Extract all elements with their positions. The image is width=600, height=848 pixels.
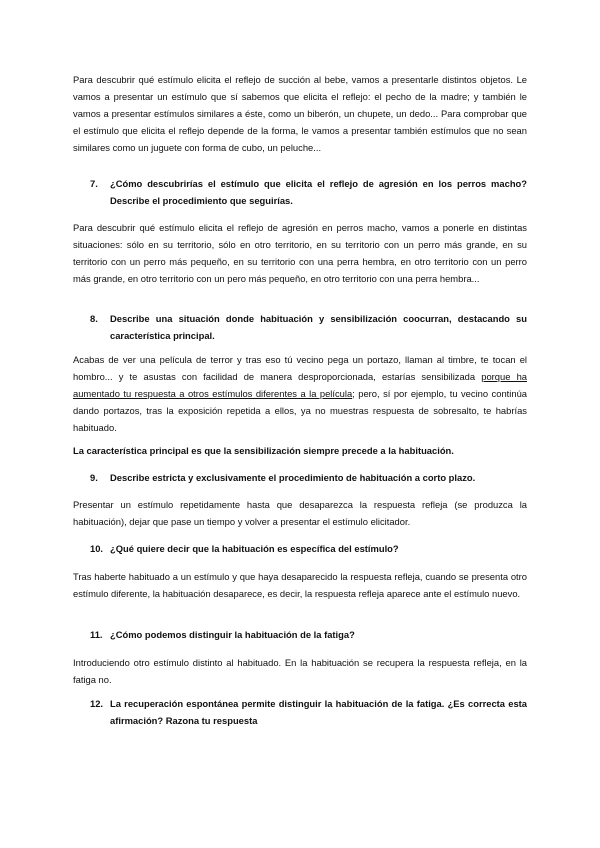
question-number: 8.	[90, 313, 98, 324]
question-text: ¿Cómo descubrirías el estímulo que elicita el reflejo de agresión en los perros macho? Describe el procedimiento que seguirías.	[110, 178, 527, 206]
question-12	[90, 696, 527, 730]
question-number: 11.	[90, 629, 103, 640]
question-number: 12.	[90, 698, 104, 709]
question-number: 10.	[90, 543, 104, 554]
key-point: La característica principal es que la sensibilización siempre precede a la habituación.	[73, 445, 454, 456]
question-text: La recuperación espontánea permite distinguir la habituación de la fatiga. ¿Es correcta esta afirmación? Razona tu respuesta	[110, 698, 527, 726]
question-9	[90, 470, 527, 487]
question-number: 9.	[90, 472, 98, 483]
answer-paragraph-6: Para descubrir qué estímulo elicita el reflejo de succión al bebe, vamos a presentarle distintos objetos. Le vamos a presentar un estímulo que sí sabemos que elicita el reflejo: el pecho de la madre; y también le vamos a presentar estímulos similares a éste, como un biberón, un chupete, un dedo... Para comprobar que el estímulo que elicita el reflejo depende de la forma, le vamos a presentar también estímulos que no sean similares como un juguete con forma de cubo, un peluche...	[73, 74, 527, 153]
answer-text: ; pero, sí por ejemplo, tu vecino continúa dando portazos, tras la exposición repetida a ellos, ya no muestras respuesta de sobresalto, te habrías habituado.	[73, 387, 527, 433]
question-11	[90, 627, 527, 644]
answer-paragraph-8	[73, 352, 527, 437]
question-number: 7.	[90, 178, 98, 189]
answer-paragraph-7: Para descubrir qué estímulo elicita el reflejo de agresión en perros macho, vamos a ponerle en distintas situaciones: sólo en su territorio, sólo en otro territorio, en su territorio con un perro más grande, en su territorio con un perro más pequeño, en su territorio con una perra hembra, en otro territorio con un perro más grande, en otro territorio con un pero más pequeño, en otro territorio con una perra hembra...	[73, 222, 527, 284]
question-text: ¿Qué quiere decir que la habituación es específica del estímulo?	[110, 543, 399, 554]
question-7	[90, 176, 527, 210]
underlined-text: porque ha aumentado tu respuesta a otros estímulos diferentes a la película	[73, 370, 527, 399]
question-8	[90, 311, 527, 345]
answer-paragraph-10: Tras haberte habituado a un estímulo y que haya desaparecido la respuesta refleja, cuando se presenta otro estímulo diferente, la habituación desaparece, es decir, la respuesta refleja aparece ante el estímulo nuevo.	[73, 571, 527, 599]
answer-paragraph-11: Introduciendo otro estímulo distinto al habituado. En la habituación se recupera la respuesta refleja, en la fatiga no.	[73, 657, 527, 685]
question-text: Describe estricta y exclusivamente el procedimiento de habituación a corto plazo.	[110, 472, 476, 483]
question-text: ¿Cómo podemos distinguir la habituación de la fatiga?	[110, 629, 355, 640]
question-10	[90, 541, 527, 558]
question-text: Describe una situación donde habituación y sensibilización coocurran, destacando su característica principal.	[110, 313, 527, 341]
answer-text: Acabas de ver una película de terror y tras eso tú vecino pega un portazo, llaman al timbre, te tocan el hombro... y te asustas con facilidad de manera desproporcionada, estarías sensibilizada	[73, 354, 527, 382]
answer-paragraph-9: Presentar un estímulo repetidamente hasta que desaparezca la respuesta refleja (se produzca la habituación), dejar que pase un tiempo y volver a presentar el estímulo elicitador.	[73, 499, 527, 527]
